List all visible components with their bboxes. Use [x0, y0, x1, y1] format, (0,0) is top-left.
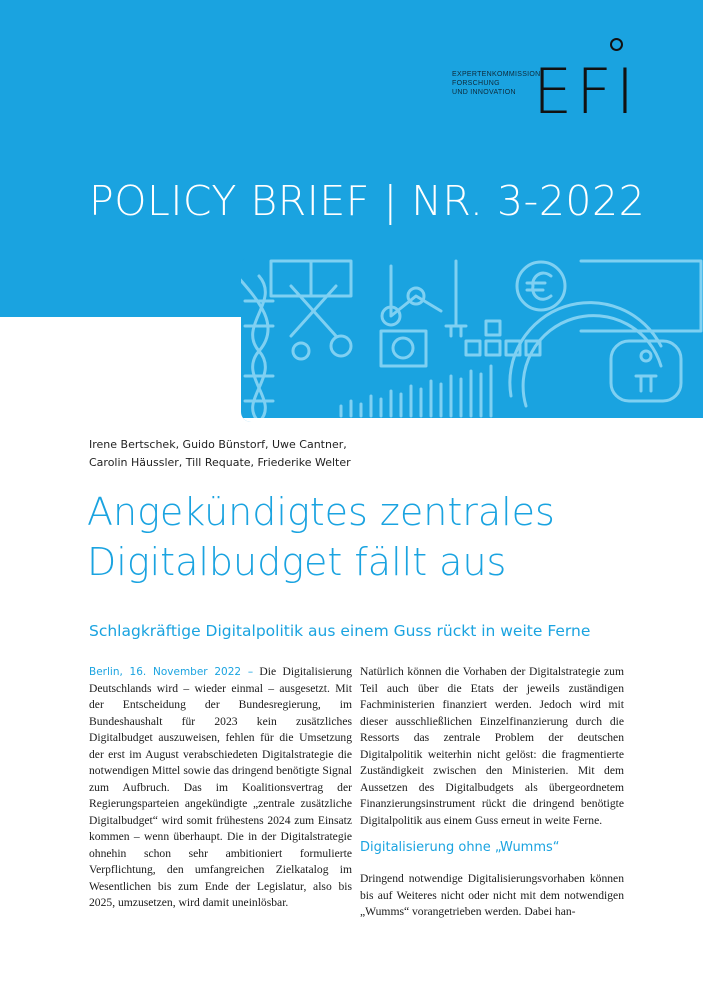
section-heading: Digitalisierung ohne „Wumms“: [360, 840, 560, 855]
efi-logo: EFI: [533, 55, 639, 128]
headline-line-1: Angekündigtes zentrales: [87, 490, 555, 534]
efi-logo-dot: [610, 38, 623, 51]
body-paragraph-2: Dringend notwendige Digitalisierungsvorhaben können bis auf Weiteres nicht oder nicht mit dem notwendigen „Wumms“ vorangetrieben werden. Dabei han-: [360, 872, 624, 918]
digital-economy-illustration: [241, 256, 703, 422]
headline: [87, 487, 667, 587]
authors: [89, 436, 489, 472]
body-paragraph-1: Natürlich können die Vorhaben der Digitalstrategie zum Teil auch über die Etats der jeweils zuständigen Fachministerien finanziert werden. Jedoch wird mit dieser ausschließlichen Einzelfinanzierung durch die Ressorts das zentrale Problem der deutschen Digitalpolitik weiterhin nicht gelöst: die fragmentierte Zuständigkeit zwischen den Ministerien. Mit dem Aussetzen des Digitalbudgets als übergeordnetem Finanzierungsinstrument rückt die dringend benötigte Digitalpolitik aus einem Guss erneut in weite Ferne.: [360, 665, 624, 827]
authors-line-2: Carolin Häussler, Till Requate, Friederike Welter: [89, 456, 351, 469]
intro-paragraph: [89, 664, 352, 912]
authors-line-1: Irene Bertschek, Guido Bünstorf, Uwe Cantner,: [89, 438, 347, 451]
efi-org-name: EXPERTENKOMMISSION FORSCHUNG UND INNOVATION: [452, 71, 541, 96]
euro-coin-icon: [517, 262, 565, 310]
rising-bars-icon: [341, 366, 491, 416]
policy-brief-title: POLICY BRIEF | NR. 3-2022: [89, 177, 646, 225]
scissors-icon: [291, 286, 336, 336]
dateline: Berlin, 16. November 2022 –: [89, 666, 254, 678]
intro-text: Die Digitalisierung Deutschlands wird – wieder einmal – ausgesetzt. Mit der Entscheidung der Bundesregierung, im Bundeshaushalt für 2023 kein zusätzliches Digitalbudget auszuweisen, fehlen für die Umsetzung der erst im August verabschiedeten Digitalstrategie die notwendigen Mittel sowie das dringend benötigte Signal zum Aufbruch. Das im Koalitionsvertrag der Regierungsparteien angekündigte „zentrale zusätzliche Digitalbudget“ wird somit frühestens 2024 zum Einsatz kommen – wenn überhaupt. Die in der Digitalstrategie ohnehin schon sehr ambitioniert formulierte Verpflichtung, den umfangreichen Zielkatalog im Wesentlichen bis zum Ende der Legislatur, also bis 2025, umzusetzen, wird damit uneinlösbar.: [89, 665, 352, 909]
body-column-right: [360, 664, 624, 921]
robot-arm-icon: [391, 266, 441, 316]
headline-line-2: Digitalbudget fällt aus: [87, 540, 507, 584]
crane-icon: [446, 261, 466, 336]
cover-illustration: [241, 256, 703, 422]
subtitle: Schlagkräftige Digitalpolitik aus einem Guss rückt in weite Ferne: [89, 622, 591, 640]
body-column-left: [89, 664, 352, 912]
